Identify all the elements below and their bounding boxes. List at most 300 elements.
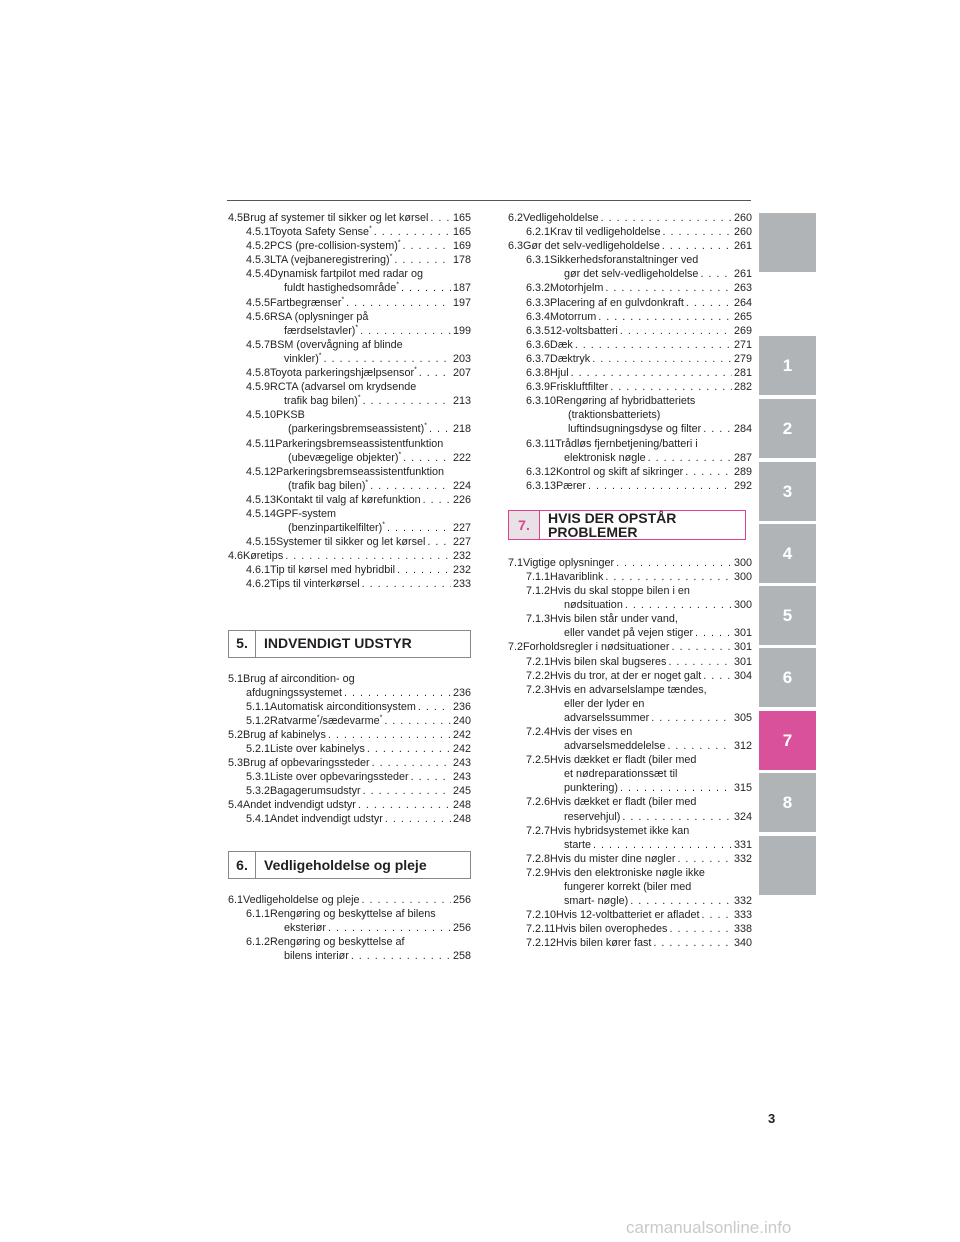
toc-entry-line: [246, 742, 471, 756]
toc-entry-text: Friskluftfilter: [550, 381, 609, 394]
leader-dots: [667, 922, 732, 936]
toc-entry-text: Hvis du tror, at der er noget galt: [550, 669, 702, 682]
toc-entry[interactable]: [228, 756, 471, 770]
toc-entry-text: Brug af opbevaringssteder: [243, 757, 370, 770]
toc-entry[interactable]: [228, 770, 471, 784]
toc-entry-text: PCS (pre-collision-system)*: [270, 239, 401, 253]
toc-entry-line: [246, 812, 471, 826]
toc-page-number: 289: [733, 465, 752, 478]
toc-page-number: 305: [733, 711, 752, 724]
toc-entry[interactable]: [228, 714, 471, 728]
toc-entry-line: [526, 253, 752, 267]
toc-entry[interactable]: [228, 784, 471, 798]
chapter-tab-1[interactable]: 1: [759, 336, 816, 395]
toc-entry[interactable]: [228, 563, 471, 577]
toc-entry-line: [526, 781, 752, 795]
toc-entry-text: færdselstavler)*: [284, 324, 359, 337]
toc-entry[interactable]: [228, 535, 471, 549]
toc-entry[interactable]: [228, 465, 471, 493]
leader-dots: [360, 577, 451, 591]
toc-entry[interactable]: [228, 493, 471, 507]
toc-entry[interactable]: [228, 798, 471, 812]
toc-entry[interactable]: [508, 556, 752, 570]
toc-entry[interactable]: [508, 655, 752, 669]
toc-entry-line: [246, 521, 471, 535]
toc-entry-text: Hvis en advarselslampe tændes,: [550, 683, 707, 696]
leader-dots: [623, 598, 732, 612]
toc-entry-line: [228, 686, 471, 700]
toc-entry-number: 7.2.7: [526, 824, 551, 837]
toc-entry-line: [246, 267, 471, 281]
toc-entry-line: [246, 324, 471, 338]
toc-page-number: 301: [733, 627, 752, 640]
toc-entry-number: 7.1: [508, 556, 524, 569]
toc-page-number: 199: [452, 324, 471, 337]
leader-dots: [596, 310, 732, 324]
section-5-header[interactable]: [228, 630, 471, 658]
toc-entry[interactable]: [508, 824, 752, 852]
footnote-marker: *: [357, 394, 361, 402]
toc-entry-line: [246, 352, 471, 366]
leader-dots: [417, 366, 451, 380]
toc-entry[interactable]: [508, 380, 752, 394]
toc-entry-text: PKSB: [276, 409, 305, 422]
toc-entry-number: 7.2.11: [526, 923, 556, 936]
toc-page-number: 279: [733, 352, 752, 365]
leader-dots: [660, 225, 732, 239]
footnote-marker: *: [379, 714, 383, 722]
chapter-tab-2[interactable]: 2: [759, 399, 816, 458]
toc-entry-text: Køretips: [243, 550, 284, 563]
toc-entry-text: Dæk: [550, 338, 573, 351]
section-6-header[interactable]: [228, 851, 471, 879]
toc-entry-text: Automatisk airconditionsystem: [270, 700, 416, 713]
toc-entry-line: [246, 921, 471, 935]
toc-entry-line: [246, 479, 471, 493]
toc-entry-line: [526, 267, 752, 281]
toc-page-number: 165: [452, 212, 471, 224]
section-number: 6.: [229, 852, 256, 878]
leader-dots: [401, 239, 451, 253]
leader-dots: [646, 451, 732, 465]
toc-entry[interactable]: [228, 239, 471, 253]
toc-entry-line: [526, 437, 752, 451]
leader-dots: [416, 700, 451, 714]
toc-page-number: 300: [733, 599, 752, 612]
toc-entry[interactable]: [508, 866, 752, 908]
toc-page-number: 300: [733, 556, 752, 569]
toc-page-number: 269: [733, 324, 752, 337]
toc-entry[interactable]: [228, 211, 471, 225]
toc-entry-line: [246, 935, 471, 949]
toc-entry[interactable]: [228, 577, 471, 591]
chapter-tab-8[interactable]: 8: [759, 773, 816, 832]
toc-entry[interactable]: [228, 296, 471, 310]
footnote-marker: *: [355, 324, 359, 332]
toc-entry-text: Bagagerumsudstyr: [270, 785, 361, 798]
leader-dots: [614, 556, 732, 570]
toc-entry-number: 7.1.2: [526, 585, 551, 598]
toc-entry-number: 4.6.2: [246, 578, 271, 591]
chapter-tab-5[interactable]: 5: [759, 586, 816, 645]
toc-entry[interactable]: [228, 225, 471, 239]
leader-dots: [361, 784, 451, 798]
leader-dots: [651, 936, 732, 950]
chapter-tab-7[interactable]: 7: [759, 711, 816, 770]
toc-entry-number: 4.6: [228, 550, 244, 563]
toc-entry-line: [526, 866, 752, 880]
toc-entry-line: [246, 253, 471, 267]
toc-page-number: 263: [733, 282, 752, 295]
toc-entry-text: eksteriør: [284, 921, 326, 934]
toc-entry-line: [526, 908, 752, 922]
toc-entry-line: [246, 380, 471, 394]
toc-entry-number: 6.3.3: [526, 296, 551, 309]
toc-entry[interactable]: [228, 893, 471, 907]
toc-entry-number: 6.1.2: [246, 935, 271, 948]
leader-dots: [573, 338, 732, 352]
footnote-marker: *: [398, 451, 402, 458]
toc-entry-text: Liste over kabinelys: [270, 743, 365, 755]
toc-page-number: 333: [733, 909, 752, 922]
page-number: 3: [768, 1111, 776, 1126]
toc-entry[interactable]: [228, 935, 471, 963]
toc-entry-line: [526, 366, 752, 380]
toc-entry[interactable]: [508, 683, 752, 725]
toc-entry-line: [246, 700, 471, 714]
toc-page-number: 261: [733, 240, 752, 253]
toc-entry-line: [526, 936, 752, 950]
toc-entry-number: 4.5: [228, 212, 244, 224]
toc-entry[interactable]: [508, 239, 752, 253]
toc-entry-number: 6.3.7: [526, 352, 551, 365]
toc-entry-number: 5.4.1: [246, 813, 271, 826]
toc-entry-line: [526, 669, 752, 683]
toc-entry-number: 6.2.1: [526, 226, 551, 239]
leader-dots: [684, 296, 732, 310]
toc-entry[interactable]: [508, 310, 752, 324]
toc-page-number: 227: [452, 536, 471, 549]
toc-entry-number: 6.1: [228, 893, 244, 906]
leader-dots: [409, 770, 451, 784]
toc-entry-line: [526, 894, 752, 908]
toc-entry-line: [526, 838, 752, 852]
toc-entry-text: elektronisk nøgle: [564, 451, 646, 464]
toc-page-number: 261: [733, 268, 752, 281]
toc-entry-line: [246, 310, 471, 324]
toc-entry-number: 6.3.13: [526, 479, 557, 492]
leader-dots: [359, 893, 451, 907]
leader-dots: [618, 781, 732, 795]
leader-dots: [326, 921, 451, 935]
leader-dots: [701, 669, 732, 683]
toc-page-number: 222: [452, 451, 471, 464]
toc-entry-line: [526, 767, 752, 781]
toc-entry[interactable]: [228, 380, 471, 408]
toc-entry[interactable]: [228, 549, 471, 563]
toc-entry[interactable]: [508, 479, 752, 493]
toc-entry-number: 5.4: [228, 799, 244, 812]
toc-entry-text: gør det selv-vedligeholdelse: [564, 268, 699, 281]
right-column: [508, 211, 752, 951]
toc-entry[interactable]: [508, 669, 752, 683]
leader-dots: [385, 521, 451, 535]
toc-page-number: 248: [452, 813, 471, 826]
toc-entry-line: [246, 714, 471, 728]
toc-entry-number: 4.5.10: [246, 409, 277, 422]
footnote-marker: *: [318, 352, 322, 360]
toc-page-number: 256: [452, 921, 471, 934]
toc-page-number: 169: [452, 240, 471, 253]
toc-entry-line: [246, 422, 471, 436]
toc-entry-text: Brug af kabinelys: [243, 728, 326, 741]
toc-page-number: 207: [452, 367, 471, 380]
toc-entry[interactable]: [508, 437, 752, 465]
toc-entry-line: [526, 324, 752, 338]
toc-page-number: 232: [452, 550, 471, 563]
toc-entry[interactable]: [508, 852, 752, 866]
leader-dots: [683, 465, 732, 479]
toc-entry[interactable]: [228, 437, 471, 465]
toc-entry-text: Andet indvendigt udstyr: [243, 799, 356, 812]
toc-page-number: 260: [733, 226, 752, 239]
toc-entry-number: 6.3.4: [526, 310, 551, 323]
toc-entry-line: [526, 880, 752, 894]
toc-page-number: 331: [733, 838, 752, 851]
toc-entry-number: 5.3: [228, 757, 244, 770]
leader-dots: [569, 366, 732, 380]
toc-entry-number: 6.3.6: [526, 338, 551, 351]
toc-page-number: 197: [452, 296, 471, 309]
section-number: 5.: [229, 631, 256, 657]
leader-dots: [368, 479, 451, 493]
chapter-tab-4[interactable]: 4: [759, 524, 816, 583]
toc-page-number: 178: [452, 254, 471, 267]
toc-entry-text: Dynamisk fartpilot med radar og: [270, 268, 424, 281]
leader-dots: [283, 549, 451, 563]
toc-entry[interactable]: [228, 700, 471, 714]
toc-page-number: 282: [733, 381, 752, 394]
toc-entry-text: 12-voltsbatteri: [550, 324, 618, 337]
toc-entry[interactable]: [508, 225, 752, 239]
toc-entry[interactable]: [508, 253, 752, 281]
toc-entry-number: 4.5.9: [246, 381, 271, 394]
toc-entry[interactable]: [508, 753, 752, 795]
toc-entry-number: 4.5.12: [246, 465, 277, 478]
toc-entry[interactable]: [228, 672, 471, 700]
leader-dots: [675, 852, 732, 866]
toc-entry[interactable]: [508, 908, 752, 922]
leader-dots: [660, 239, 732, 253]
toc-page-number: 242: [452, 743, 471, 755]
toc-entry[interactable]: [228, 338, 471, 366]
footnote-marker: *: [424, 422, 427, 430]
toc-page-number: 265: [733, 310, 752, 323]
leader-dots: [349, 949, 451, 963]
toc-entry[interactable]: [228, 366, 471, 380]
toc-page-number: 227: [452, 522, 471, 535]
toc-entry[interactable]: [508, 394, 752, 436]
toc-entry-number: 4.5.3: [246, 254, 271, 267]
toc-entry-text: Vedligeholdelse: [523, 212, 599, 224]
toc-entry-text: advarselssummer: [564, 711, 650, 724]
toc-entry[interactable]: [228, 907, 471, 935]
toc-entry-text: Kontrol og skift af sikringer: [556, 465, 684, 478]
chapter-tab-3[interactable]: 3: [759, 462, 816, 521]
toc-entry-text: Pærer: [556, 479, 587, 492]
toc-entry[interactable]: [228, 812, 471, 826]
leader-dots: [669, 640, 732, 654]
toc-entry-line: [526, 570, 752, 584]
footnote-marker: *: [414, 366, 417, 374]
toc-entry[interactable]: [508, 465, 752, 479]
toc-entry-line: [246, 507, 471, 521]
toc-entry-text: Fartbegrænser*: [270, 295, 345, 309]
toc-entry-number: 7.1.3: [526, 613, 551, 626]
toc-entry[interactable]: [228, 408, 471, 436]
toc-entry-line: [526, 626, 752, 640]
toc-entry-text: Rengøring og beskyttelse af: [270, 935, 405, 948]
toc-entry-number: 6.1.1: [246, 907, 271, 920]
toc-entry-text: Hvis bilen står under vand,: [550, 613, 678, 626]
leader-dots: [322, 352, 451, 366]
footnote-marker: *: [389, 253, 393, 261]
toc-entry-text: (ubevægelige objekter)*: [288, 451, 402, 464]
toc-page-number: 300: [733, 570, 752, 583]
toc-entry-text: Hvis du mister dine nøgler: [550, 852, 676, 865]
toc-entry-number: 4.5.7: [246, 338, 271, 351]
toc-entry-line: [526, 824, 752, 838]
toc-page-number: 301: [733, 641, 752, 654]
toc-entry-line: [526, 739, 752, 753]
toc-page-number: 240: [452, 714, 471, 727]
toc-entry-text: Gør det selv-vedligeholdelse: [523, 240, 660, 253]
toc-page-number: 332: [733, 852, 752, 865]
toc-entry[interactable]: [508, 366, 752, 380]
toc-entry-line: [526, 422, 752, 436]
toc-entry[interactable]: [508, 281, 752, 295]
toc-entry-text: smart- nøgle): [564, 895, 629, 908]
toc-page-number: 271: [733, 338, 752, 351]
toc-entry-number: 6.3: [508, 240, 524, 253]
toc-entry[interactable]: [508, 584, 752, 612]
toc-entry-text: GPF-system: [276, 507, 337, 520]
toc-entry[interactable]: [508, 795, 752, 823]
toc-entry-text: Rengøring og beskyttelse af bilens: [270, 907, 436, 920]
toc-entry-text: Motorhjelm: [550, 282, 604, 295]
toc-entry-number: 6.3.1: [526, 254, 551, 267]
toc-entry[interactable]: [228, 267, 471, 295]
leader-dots: [326, 728, 451, 742]
toc-entry-line: [228, 672, 471, 686]
toc-entry-line: [246, 437, 471, 451]
toc-entry-line: [526, 394, 752, 408]
toc-entry-line: [246, 281, 471, 295]
toc-entry-text: Motorrum: [550, 310, 597, 323]
toc-entry-line: [526, 598, 752, 612]
toc-entry-number: 4.5.6: [246, 310, 271, 323]
leader-dots: [608, 380, 732, 394]
toc-entry[interactable]: [228, 253, 471, 267]
toc-entry[interactable]: [508, 936, 752, 950]
toc-entry[interactable]: [228, 728, 471, 742]
toc-entry-line: [526, 338, 752, 352]
toc-entry-text: trafik bag bilen)*: [284, 394, 361, 408]
footnote-marker: *: [341, 295, 345, 303]
toc-entry-text: Toyota parkeringshjælpsensor*: [270, 366, 417, 380]
toc-entry-line: [526, 281, 752, 295]
toc-entry-text: Vedligeholdelse og pleje: [243, 893, 360, 906]
leader-dots: [358, 324, 451, 338]
toc-entry[interactable]: [508, 324, 752, 338]
toc-page-number: 236: [452, 686, 471, 699]
toc-entry[interactable]: [228, 310, 471, 338]
leader-dots: [698, 267, 732, 281]
toc-entry-text: Vigtige oplysninger: [523, 556, 615, 569]
toc-entry[interactable]: [508, 612, 752, 640]
toc-entry-number: 4.6.1: [246, 564, 271, 577]
toc-entry[interactable]: [508, 352, 752, 366]
toc-page-number: 218: [452, 423, 471, 436]
toc-entry-line: [246, 907, 471, 921]
toc-entry-number: 6.3.2: [526, 282, 551, 295]
toc-page-number: 304: [733, 669, 752, 682]
toc-entry-text: Systemer til sikker og let kørsel: [276, 536, 426, 549]
toc-entry-text: fuldt hastighedsområde*: [284, 281, 399, 295]
toc-page-number: 287: [733, 451, 752, 464]
toc-entry-line: [508, 211, 752, 225]
leader-dots: [379, 714, 451, 728]
toc-entry-line: [526, 451, 752, 465]
toc-entry-line: [526, 683, 752, 697]
toc-entry[interactable]: [508, 570, 752, 584]
toc-entry-line: [526, 465, 752, 479]
toc-entry[interactable]: [508, 296, 752, 310]
chapter-tab[interactable]: [759, 213, 816, 272]
toc-entry-line: [228, 211, 471, 225]
toc-entry-text: LTA (vejbaneregistrering)*: [270, 253, 393, 267]
toc-entry-line: [526, 725, 752, 739]
toc-entry-line: [526, 810, 752, 824]
toc-entry-line: [526, 584, 752, 598]
leader-dots: [628, 894, 732, 908]
toc-entry-text: RCTA (advarsel om krydsende: [270, 381, 417, 394]
toc-entry-line: [246, 239, 471, 253]
toc-entry-line: [246, 577, 471, 591]
toc-entry[interactable]: [508, 338, 752, 352]
toc-entry[interactable]: [508, 211, 752, 225]
toc-entry-text: eller vandet på vejen stiger: [564, 627, 694, 640]
toc-entry[interactable]: [228, 507, 471, 535]
section-7-header[interactable]: [508, 510, 746, 540]
chapter-tab[interactable]: [759, 836, 816, 895]
watermark: carmanualsonline.info: [626, 1218, 792, 1237]
toc-entry-text: fungerer korrekt (biler med: [564, 881, 692, 894]
toc-entry[interactable]: [508, 640, 752, 654]
leader-dots: [395, 563, 451, 577]
toc-entry-line: [246, 535, 471, 549]
toc-entry-number: 7.2.10: [526, 909, 557, 922]
toc-entry-text: (traktionsbatteriets): [568, 409, 661, 422]
leader-dots: [365, 742, 451, 756]
leader-dots: [361, 394, 451, 408]
toc-entry[interactable]: [508, 922, 752, 936]
toc-entry[interactable]: [508, 725, 752, 753]
toc-entry-line: [526, 922, 752, 936]
toc-entry[interactable]: [228, 742, 471, 756]
leader-dots: [649, 711, 732, 725]
chapter-tab-6[interactable]: 6: [759, 648, 816, 707]
